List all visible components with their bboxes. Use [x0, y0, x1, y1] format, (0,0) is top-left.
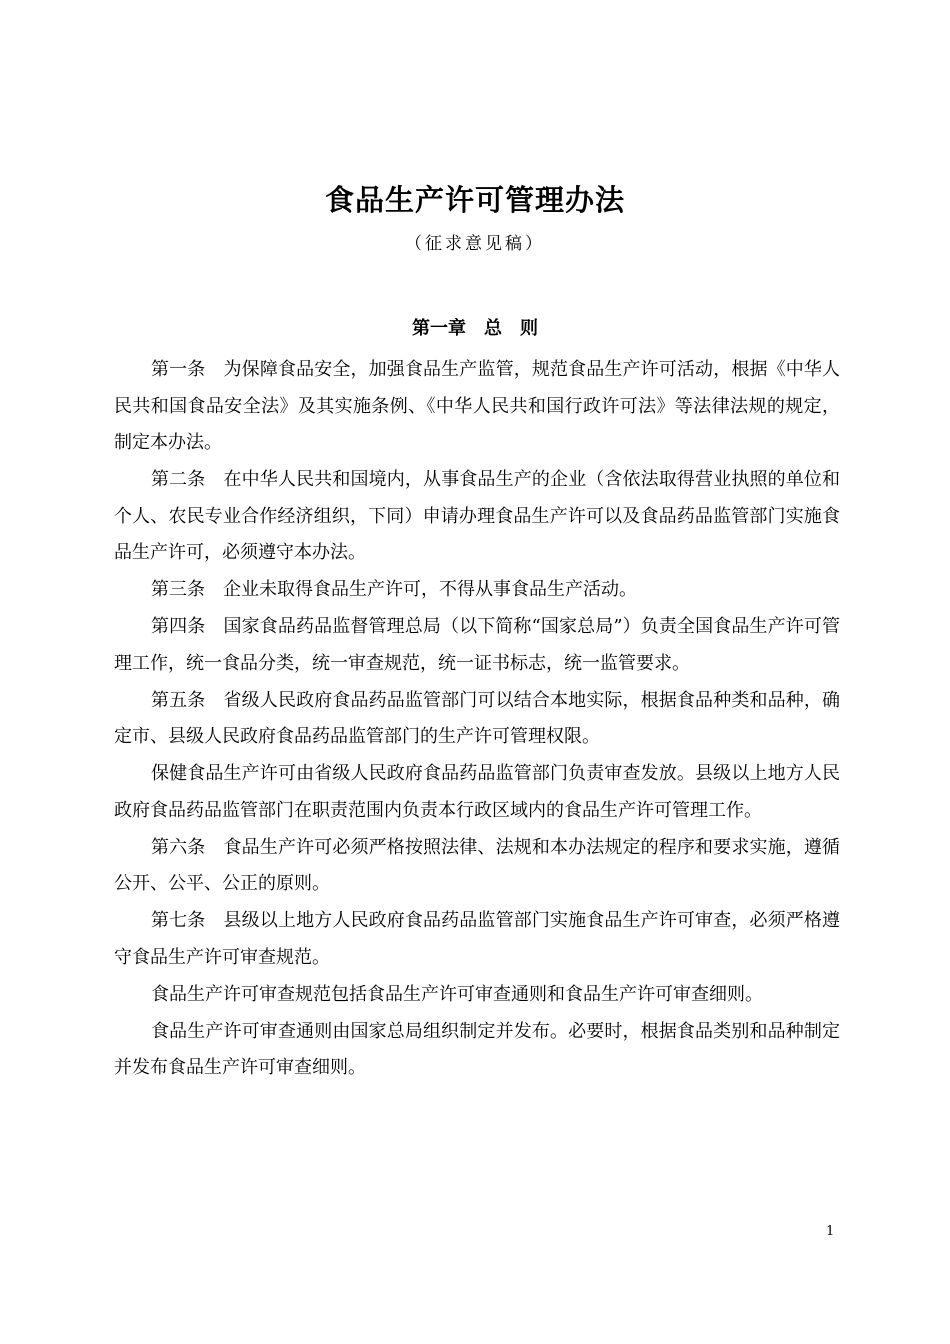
- article-number: 第二条: [151, 469, 206, 490]
- article-text: 在中华人民共和国境内，从事食品生产的企业（含依法取得营业执照的单位和个人、农民专业合作经济组织，下同）申请办理食品生产许可以及食品药品监管部门实施食品生产许可，必须遵守本办法。: [114, 469, 841, 563]
- article-paragraph: [114, 903, 840, 976]
- article-number: 第七条: [151, 910, 206, 931]
- article-text: 国家食品药品监督管理总局（以下简称“国家总局”）负责全国食品生产许可管理工作，统一食品分类，统一审查规范，统一证书标志，统一监管要求。: [114, 616, 841, 674]
- article-paragraph: [114, 683, 840, 756]
- article-text: 县级以上地方人民政府食品药品监管部门实施食品生产许可审查，必须严格遵守食品生产许可审查规范。: [114, 910, 841, 968]
- paragraph-text: 保健食品生产许可由省级人民政府食品药品监管部门负责审查发放。县级以上地方人民政府食品药品监管部门在职责范围内负责本行政区域内的食品生产许可管理工作。: [114, 763, 840, 821]
- article-number: 第一条: [151, 359, 206, 380]
- body-paragraph: [114, 756, 840, 829]
- body-paragraph: [114, 977, 840, 1014]
- chapter-heading: 第一章 总 则: [412, 318, 538, 339]
- document-title: 食品生产许可管理办法: [324, 183, 625, 217]
- article-text: 企业未取得食品生产许可，不得从事食品生产活动。: [223, 579, 637, 600]
- article-text: 为保障食品安全，加强食品生产监管，规范食品生产许可活动，根据《中华人民共和国食品安全法》及其实施条例、《中华人民共和国行政许可法》等法律法规的规定，制定本办法。: [114, 359, 841, 453]
- article-number: 第五条: [151, 689, 206, 711]
- article-text: 食品生产许可必须严格按照法律、法规和本办法规定的程序和要求实施，遵循公开、公平、公正的原则。: [114, 836, 841, 894]
- document-subtitle: （征求意见稿）: [405, 234, 545, 254]
- article-paragraph: [114, 572, 840, 609]
- article-text: 省级人民政府食品药品监管部门可以结合本地实际，根据食品种类和品种，确定市、县级人民政府食品药品监管部门的生产许可管理权限。: [114, 689, 841, 747]
- article-paragraph: [114, 609, 840, 682]
- paragraph-text: 食品生产许可审查规范包括食品生产许可审查通则和食品生产许可审查细则。: [151, 983, 763, 1005]
- article-paragraph: [114, 462, 840, 572]
- document-body: [114, 352, 840, 1087]
- article-number: 第三条: [151, 579, 205, 600]
- article-paragraph: [114, 352, 840, 462]
- paragraph-text: 食品生产许可审查通则由国家总局组织制定并发布。必要时，根据食品类别和品种制定并发布食品生产许可审查细则。: [114, 1020, 840, 1078]
- article-paragraph: [114, 830, 840, 903]
- page-number: 1: [826, 1224, 835, 1239]
- article-number: 第四条: [151, 616, 206, 637]
- body-paragraph: [114, 1014, 840, 1087]
- article-number: 第六条: [151, 836, 206, 858]
